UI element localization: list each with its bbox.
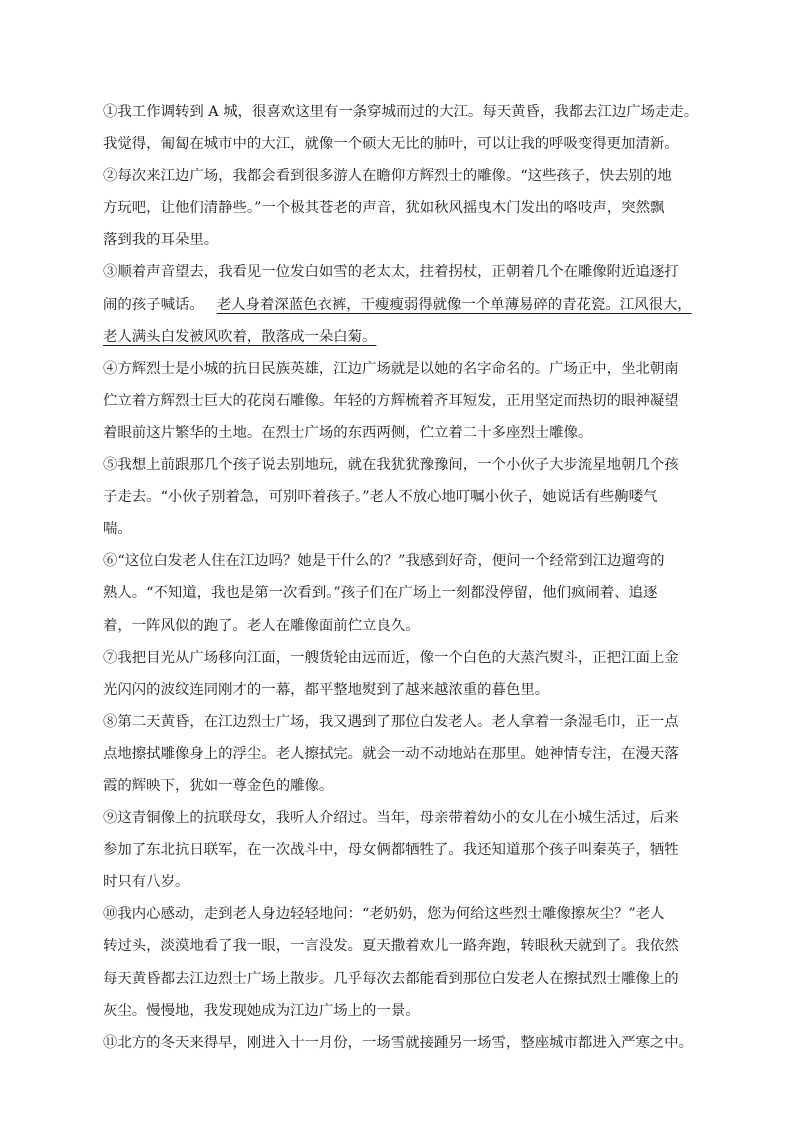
paragraph-8-line-3: 霞的辉映下，犹如一尊金色的雕像。	[103, 777, 334, 794]
paragraph-8-line-1: ⑧第二天黄昏，在江边烈士广场，我又遇到了那位白发老人。老人拿着一条湿毛巾，正一点	[103, 713, 679, 730]
paragraph-2-line-2: 方玩吧，让他们清静些。”一个极其苍老的声音，犹如秋风摇曳木门发出的咯吱声，突然飘	[103, 200, 665, 217]
paragraph-10-line-1: ⑩我内心感动，走到老人身边轻轻地问：“老奶奶，您为何给这些烈士雕像擦灰尘？”老人	[103, 906, 665, 923]
paragraph-4-line-3: 着眼前这片繁华的土地。在烈士广场的东西两侧，伫立着二十多座烈士雕像。	[103, 424, 593, 441]
paragraph-6-line-2: 熟人。“不知道，我也是第一次看到。”孩子们在广场上一刻都没停留，他们疯闹着、追逐	[103, 585, 658, 602]
paragraph-5-line-2: 子走去。“小伙子别着急，可别吓着孩子。”老人不放心地叮嘱小伙子，她说话有些齁喽气	[103, 489, 658, 506]
document-body	[103, 96, 707, 1059]
paragraph-10-line-4: 灰尘。慢慢地，我发现她成为江边广场上的一景。	[103, 1002, 420, 1019]
paragraph-3-line-1: ③顺着声音望去，我看见一位发白如雪的老太太，拄着拐杖，正朝着几个在雕像附近追逐打	[103, 264, 679, 281]
paragraph-8-line-2: 点地擦拭雕像身上的浮尘。老人擦拭完。就会一动不动地站在那里。她神情专注，在漫天落	[103, 745, 679, 762]
paragraph-7-line-1: ⑦我把目光从广场移向江面，一艘货轮由远而近，像一个白色的大蒸汽熨斗，正把江面上金	[103, 649, 679, 666]
paragraph-5-line-3: 喘。	[103, 521, 132, 538]
paragraph-10-line-2: 转过头，淡漠地看了我一眼，一言没发。夏天撒着欢儿一路奔跑，转眼秋天就到了。我依然	[103, 938, 679, 955]
paragraph-2-line-1: ②每次来江边广场，我都会看到很多游人在瞻仰方辉烈士的雕像。“这些孩子，快去别的地	[103, 168, 672, 185]
paragraph-2-line-3: 落到我的耳朵里。	[103, 232, 219, 249]
paragraph-10-line-3: 每天黄昏都去江边烈士广场上散步。几乎每次去都能看到那位白发老人在擦拭烈士雕像上的	[103, 970, 679, 987]
paragraph-6-line-1: ⑥“这位白发老人住在江边吗？她是干什么的？”我感到好奇，便问一个经常到江边遛弯的	[103, 553, 665, 570]
underlined-sentence-part-2: 老人满头白发被风吹着，散落成一朵白菊。	[103, 328, 377, 345]
paragraph-9-line-3: 时只有八岁。	[103, 874, 190, 891]
underlined-sentence-part-1: 老人身着深蓝色衣裤，干瘦瘦弱得就像一个单薄易碎的青花瓷。江风很大，	[216, 296, 692, 313]
paragraph-5-line-1: ⑤我想上前跟那几个孩子说去别地玩，就在我犹犹豫豫间，一个小伙子大步流星地朝几个孩	[103, 457, 679, 474]
paragraph-7-line-2: 光闪闪的波纹连同刚才的一幕，都平整地熨到了越来越浓重的暮色里。	[103, 681, 550, 698]
paragraph-1-line-2: 我觉得，匍匐在城市中的大江，就像一个硕大无比的肺叶，可以让我的呼吸变得更加清新。	[103, 136, 679, 153]
paragraph-11-line-1: ⑪北方的冬天来得早，刚进入十一月份，一场雪就接踵另一场雪，整座城市都进入严寒之中。	[103, 1034, 694, 1051]
paragraph-4-line-2: 伫立着方辉烈士巨大的花岗石雕像。年轻的方辉梳着齐耳短发，正用坚定而热切的眼神凝望	[103, 392, 679, 409]
paragraph-3-line-2	[103, 289, 707, 321]
paragraph-6-line-3: 着，一阵风似的跑了。老人在雕像面前伫立良久。	[103, 617, 420, 634]
paragraph-3-line-2-text: 闹的孩子喊话。	[103, 296, 204, 313]
paragraph-4-line-1: ④方辉烈士是小城的抗日民族英雄，江边广场就是以她的名字命名的。广场正中，坐北朝南	[103, 360, 679, 377]
paragraph-3-line-3	[103, 321, 707, 353]
paragraph-9-line-2: 参加了东北抗日联军，在一次战斗中，母女俩都牺牲了。我还知道那个孩子叫秦英子，牺牲	[103, 842, 679, 859]
paragraph-1-line-1: ①我工作调转到 A 城，很喜欢这里有一条穿城而过的大江。每天黄昏，我都去江边广场走走。	[103, 104, 699, 120]
paragraph-9-line-1: ⑨这青铜像上的抗联母女，我听人介绍过。当年，母亲带着幼小的女儿在小城生活过，后来	[103, 810, 679, 827]
